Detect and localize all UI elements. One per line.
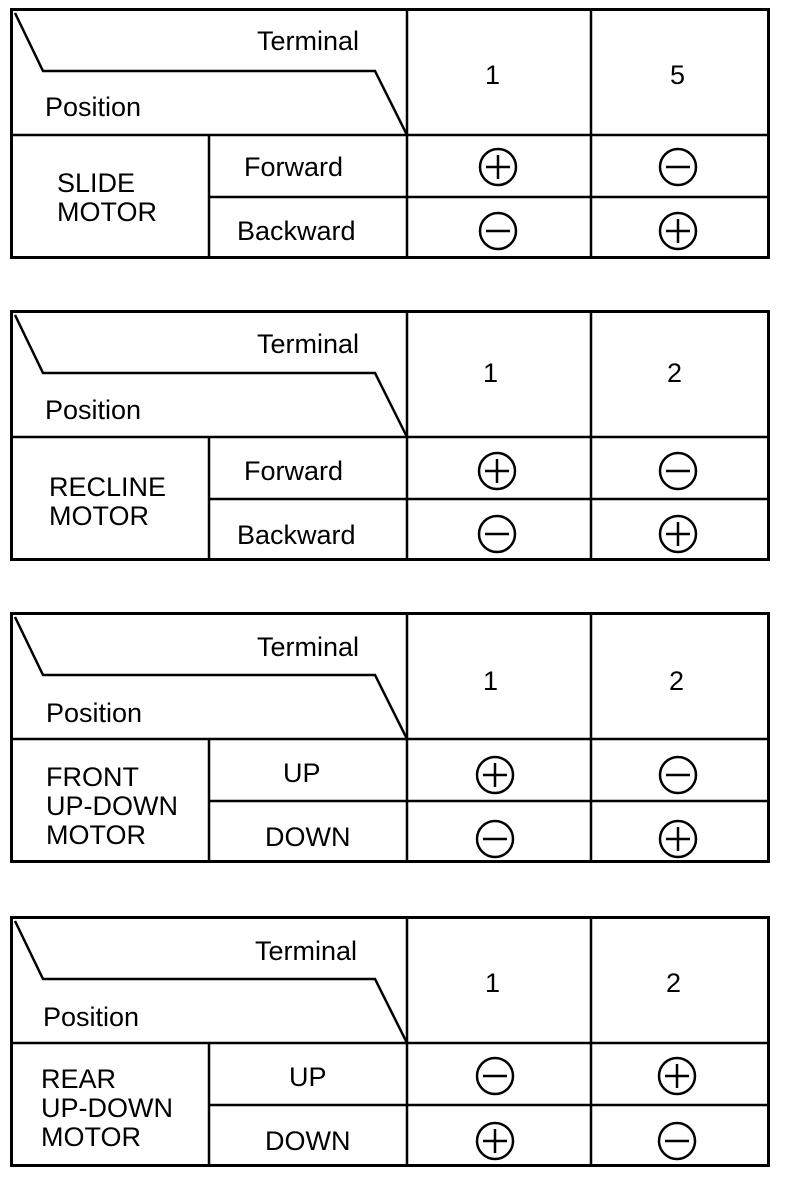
position-header: Position [46,698,143,728]
position-header: Position [45,92,142,122]
terminal-number: 5 [670,60,686,90]
position-label: DOWN [265,1126,351,1156]
terminal-number: 1 [483,666,499,696]
position-label: Backward [237,216,356,246]
plus-symbol-icon [478,147,518,187]
position-header: Position [43,1002,140,1032]
position-header: Position [45,395,142,425]
minus-symbol-icon [658,451,698,491]
motor-name: SLIDE MOTOR [57,168,157,227]
plus-symbol-icon [658,211,698,251]
terminal-header: Terminal [257,632,360,662]
motor-name: RECLINE MOTOR [49,472,167,531]
position-label: UP [283,758,321,788]
terminal-number: 2 [666,968,682,998]
plus-symbol-icon [657,1056,697,1096]
rear-up-down-motor-table [10,916,770,1167]
motor-name: REAR UP-DOWN MOTOR [41,1064,173,1152]
minus-symbol-icon [657,1121,697,1161]
minus-symbol-icon [658,147,698,187]
minus-symbol-icon [475,819,515,859]
plus-symbol-icon [658,819,698,859]
front-up-down-motor-table [10,612,770,863]
minus-symbol-icon [475,1056,515,1096]
recline-motor-table [10,310,770,561]
position-label: UP [289,1062,327,1092]
terminal-header: Terminal [257,26,360,56]
position-label: Backward [237,520,356,550]
minus-symbol-icon [478,211,518,251]
minus-symbol-icon [658,755,698,795]
slide-motor-table [10,8,770,259]
terminal-header: Terminal [255,936,358,966]
position-label: Forward [244,456,344,486]
terminal-number: 1 [485,60,501,90]
plus-symbol-icon [658,514,698,554]
motor-name: FRONT UP-DOWN MOTOR [46,762,178,850]
plus-symbol-icon [475,1121,515,1161]
terminal-number: 2 [669,666,685,696]
terminal-number: 2 [667,358,683,388]
terminal-header: Terminal [257,329,360,359]
minus-symbol-icon [477,514,517,554]
position-label: Forward [244,152,344,182]
plus-symbol-icon [475,755,515,795]
plus-symbol-icon [477,451,517,491]
terminal-number: 1 [483,358,499,388]
terminal-number: 1 [485,968,501,998]
position-label: DOWN [265,822,351,852]
